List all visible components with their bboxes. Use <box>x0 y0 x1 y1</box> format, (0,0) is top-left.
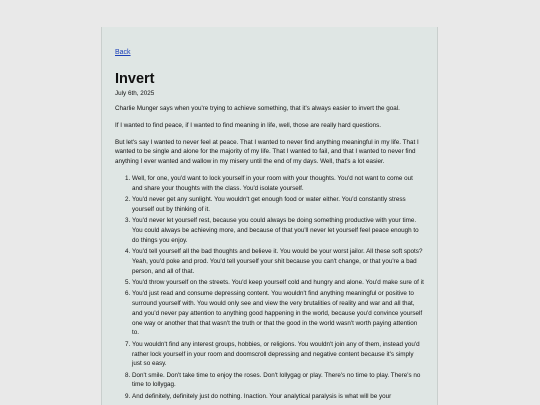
paragraph: If I wanted to find peace, if I wanted to find meaning in life, well, those are really hard questions. <box>115 121 382 129</box>
list-item: 8. Don't smile. Don't take time to enjoy the roses. Don't lollygag or play. There's no time to play. There's no time to lollygag. <box>132 371 424 391</box>
page-title: Invert <box>115 71 155 87</box>
back-link[interactable]: Back <box>115 49 131 56</box>
list-item: 9. And definitely, definitely just do nothing. Inaction. Your analytical paralysis is what will be your <box>132 392 424 402</box>
list-item: 6. You'd just read and consume depressing content. You wouldn't find anything meaningful or positive to surround yourself with. You would only see and view the very brutalities of reality and war and all that, and you'd never pay attention to anything good happening in the world, because you'd convince yourself one way or another that that wasn't the truth or that the good in the world wasn't worth paying attention to. <box>132 289 424 338</box>
list-item: 2. You'd never get any sunlight. You wouldn't get enough food or water either. You'd constantly stress yourself out by thinking of it. <box>132 195 424 215</box>
article-page <box>101 27 438 405</box>
inversion-list <box>115 174 424 402</box>
paragraph: Charlie Munger says when you're trying to achieve something, that it's always easier to invert the goal. <box>115 105 400 112</box>
list-item: 7. You wouldn't find any interest groups, hobbies, or religions. You wouldn't join any of them, instead you'd rather lock yourself in your room and doomscroll depressing and negative content because it's simply just so easy. <box>132 340 424 369</box>
list-item: 3. You'd never let yourself rest, because you could always be doing something productive with your time. You could always be achieving more, and because of that you'll never let yourself feel peace enough to do things you enjoy. <box>132 216 424 245</box>
list-item: 4. You'd tell yourself all the bad thoughts and believe it. You would be your worst jailor. All these soft spots? Yeah, you'd poke and prod. You'd tell yourself your shit because you can't change, or that you're a bad person, and all of that. <box>132 247 424 276</box>
paragraph: But let's say I wanted to never feel at peace. That I wanted to never find anything meaningful in my life. That I wanted to be single and alone for the majority of my life. That I wanted to fail, and that I wanted to never find anything I ever wanted and wallow in my misery until the end of my days. Well, that's a lot easier. <box>115 138 419 166</box>
list-item: 5. You'd throw yourself on the streets. You'd keep yourself cold and hungry and alone. You'd make sure of it <box>132 278 424 288</box>
post-date: July 6th, 2025 <box>115 90 155 97</box>
list-item: 1. Well, for one, you'd want to lock yourself in your room with your thoughts. You'd not want to come out and share your thoughts with the class. You'd isolate yourself. <box>132 174 424 194</box>
